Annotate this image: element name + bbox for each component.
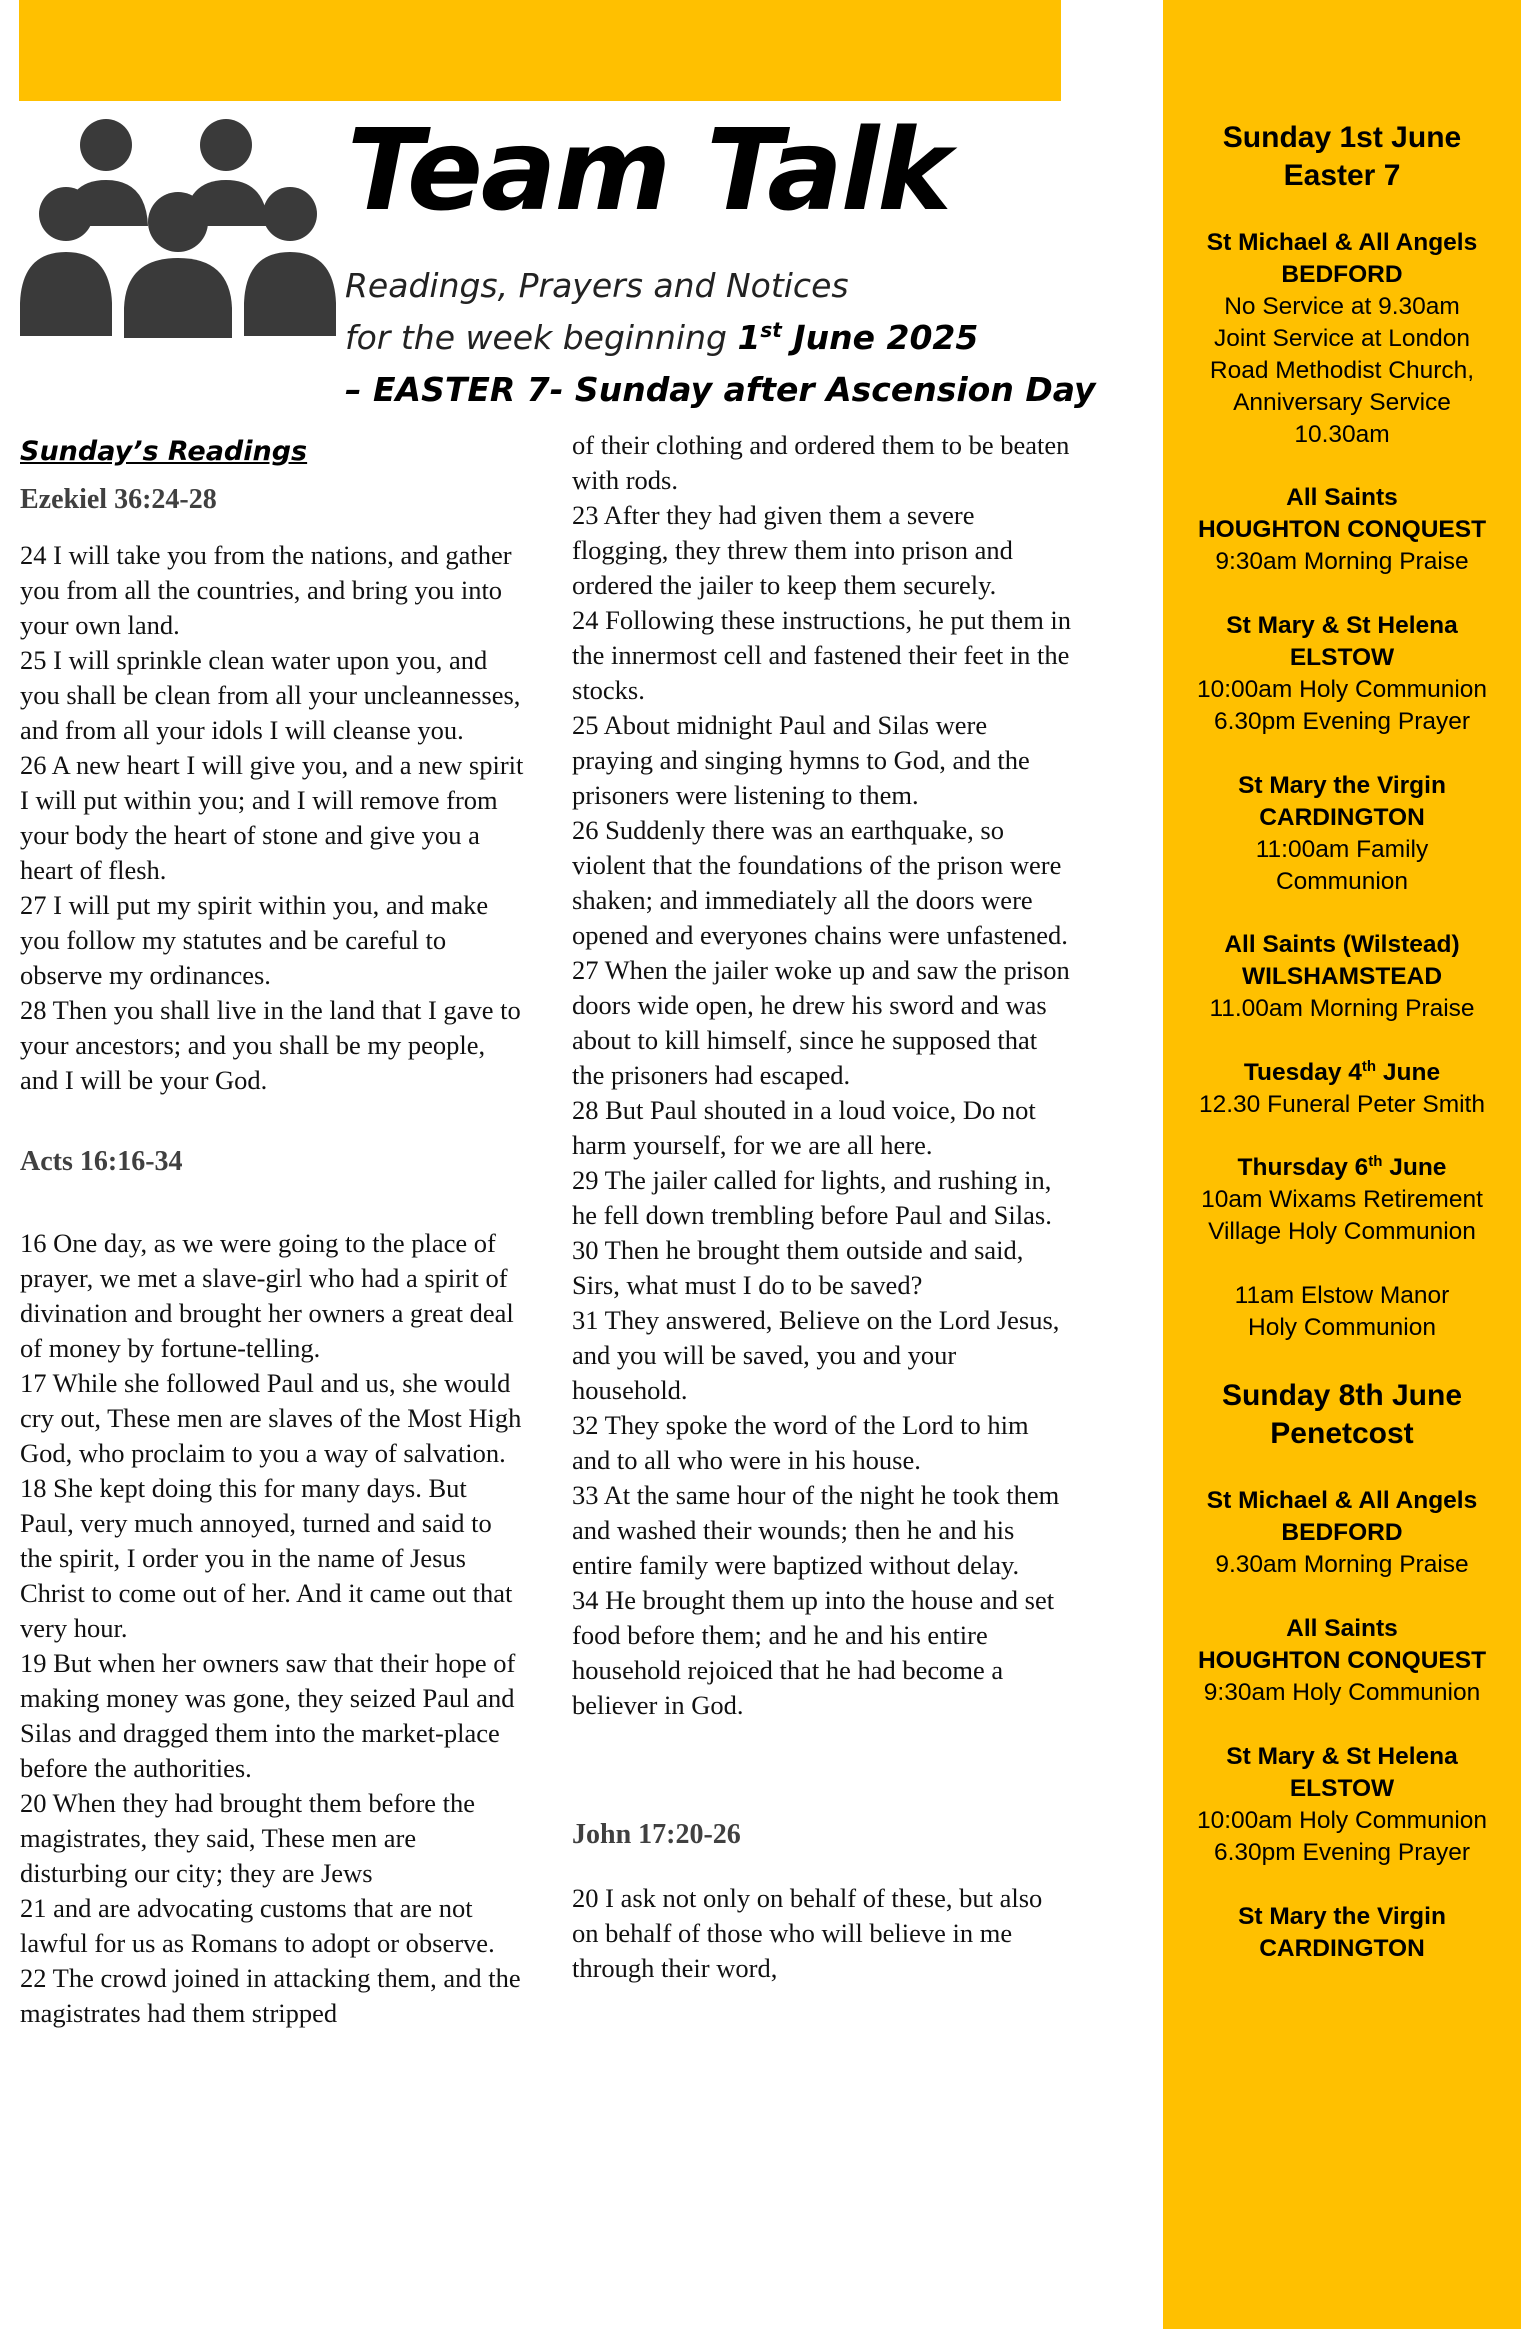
sidebar-service-elstow-2: St Mary & St Helena ELSTOW 10:00am Holy Communion 6.30pm Evening Prayer bbox=[1196, 1743, 1488, 1866]
verse: 18 She kept doing this for many days. But Paul, very much annoyed, turned and said to the spirit, I order you in the name of Jesus Christ to come out of her. And it came out that very hour. bbox=[20, 1473, 513, 1643]
ezekiel-passage bbox=[20, 538, 525, 1098]
john-passage bbox=[572, 1881, 1072, 1986]
readings-left-column bbox=[20, 432, 525, 2031]
header-accent-bar bbox=[19, 0, 1061, 101]
acts-reference: Acts 16:16-34 bbox=[20, 1146, 183, 1177]
verse: 22 The crowd joined in attacking them, and the magistrates had them stripped bbox=[20, 1963, 521, 2028]
ezekiel-reference: Ezekiel 36:24-28 bbox=[20, 484, 217, 515]
verse: 34 He brought them up into the house and set food before them; and he and his entire household rejoiced that he had become a believer in God. bbox=[572, 1585, 1055, 1720]
verse: 32 They spoke the word of the Lord to him and to all who were in his house. bbox=[572, 1410, 1029, 1475]
sidebar-service-bedford-2: St Michael & All Angels BEDFORD 9.30am Morning Praise bbox=[1206, 1487, 1478, 1578]
verse: 16 One day, as we were going to the place of prayer, we met a slave-girl who had a spirit of divination and brought her owners a great deal of money by fortune-telling. bbox=[20, 1228, 514, 1363]
sidebar-service-wilshamstead: All Saints (Wilstead) WILSHAMSTEAD 11.00am Morning Praise bbox=[1209, 931, 1475, 1022]
sidebar-tuesday-notice: Tuesday 4th June 12.30 Funeral Peter Smith bbox=[1199, 1057, 1485, 1118]
sidebar-service-cardington-2: St Mary the Virgin CARDINGTON bbox=[1238, 1903, 1446, 1962]
acts-passage-part-2 bbox=[572, 428, 1072, 1723]
verse: 33 At the same hour of the night he took them and washed their wounds; then he and his entire family were baptized without delay. bbox=[572, 1480, 1060, 1580]
verse: 31 They answered, Believe on the Lord Jesus, and you will be saved, you and your household. bbox=[572, 1305, 1060, 1405]
verse: 24 I will take you from the nations, and gather you from all the countries, and bring you into your own land. bbox=[20, 540, 512, 640]
subtitle-line-1: Readings, Prayers and Notices bbox=[345, 266, 849, 305]
verse: 29 The jailer called for lights, and rushing in, he fell down trembling before Paul and Silas. bbox=[572, 1165, 1052, 1230]
page-subtitle bbox=[345, 260, 1105, 416]
verse: 20 When they had brought them before the magistrates, they said, These men are disturbing our city; they are Jews bbox=[20, 1788, 476, 1888]
subtitle-line-2: for the week beginning 1st June 2025 bbox=[345, 318, 979, 357]
verse: 30 Then he brought them outside and said, Sirs, what must I do to be saved? bbox=[572, 1235, 1024, 1300]
page-title: Team Talk bbox=[347, 106, 950, 236]
readings-middle-column bbox=[572, 428, 1072, 1986]
verse: 17 While she followed Paul and us, she would cry out, These men are slaves of the Most High God, who proclaim to you a way of salvation. bbox=[20, 1368, 522, 1468]
verse: 25 I will sprinkle clean water upon you, and you shall be clean from all your uncleannesses, and from all your idols I will cleanse you. bbox=[20, 645, 521, 745]
verse: 25 About midnight Paul and Silas were praying and singing hymns to God, and the prisoners were listening to them. bbox=[572, 710, 1030, 810]
verse: 28 Then you shall live in the land that I gave to your ancestors; and you shall be my people, and I will be your God. bbox=[20, 995, 521, 1095]
verse: 23 After they had given them a severe flogging, they threw them into prison and ordered the jailer to keep them securely. bbox=[572, 500, 1013, 600]
verse: 27 When the jailer woke up and saw the prison doors wide open, he drew his sword and was about to kill himself, since he supposed that the prisoners had escaped. bbox=[572, 955, 1070, 1090]
verse: 28 But Paul shouted in a loud voice, Do not harm yourself, for we are all here. bbox=[572, 1095, 1036, 1160]
readings-heading: Sunday’s Readings bbox=[20, 436, 308, 467]
verse: 19 But when her owners saw that their hope of making money was gone, they seized Paul and Silas and dragged them into the market-place before the authorities. bbox=[20, 1648, 516, 1783]
sidebar-sunday-8-june: Sunday 8th June Penetcost bbox=[1221, 1379, 1463, 1450]
acts-passage-part-1 bbox=[20, 1226, 525, 2031]
sidebar-service-elstow: St Mary & St Helena ELSTOW 10:00am Holy Communion 6.30pm Evening Prayer bbox=[1196, 612, 1488, 735]
sidebar-service-houghton-2: All Saints HOUGHTON CONQUEST 9:30am Holy Communion bbox=[1197, 1615, 1487, 1706]
sidebar-service-bedford: St Michael & All Angels BEDFORD No Service at 9.30am Joint Service at London Road Methodist Church, Anniversary Service 10.30am bbox=[1206, 229, 1478, 448]
verse: 27 I will put my spirit within you, and make you follow my statutes and be careful to observe my ordinances. bbox=[20, 890, 489, 990]
sidebar-service-cardington: St Mary the Virgin CARDINGTON 11:00am Family Communion bbox=[1238, 772, 1446, 895]
verse: 26 A new heart I will give you, and a new spirit I will put within you; and I will remove from your body the heart of stone and give you a heart of flesh. bbox=[20, 750, 524, 885]
verse: 21 and are advocating customs that are not lawful for us as Romans to adopt or observe. bbox=[20, 1893, 495, 1958]
verse: 24 Following these instructions, he put them in the innermost cell and fastened their feet in the stocks. bbox=[572, 605, 1072, 705]
verse: 26 Suddenly there was an earthquake, so violent that the foundations of the prison were shaken; and immediately all the doors were opened and everyones chains were unfastened. bbox=[572, 815, 1068, 950]
verse: 20 I ask not only on behalf of these, but also on behalf of those who will believe in me through their word, bbox=[572, 1883, 1043, 1983]
verse: of their clothing and ordered them to be beaten with rods. bbox=[572, 430, 1070, 495]
team-people-icon bbox=[18, 118, 338, 338]
sidebar-thursday-notice: Thursday 6th June 10am Wixams Retirement Village Holy Communion 11am Elstow Manor Holy Communion bbox=[1201, 1152, 1483, 1341]
subtitle-line-3: – EASTER 7- Sunday after Ascension Day bbox=[345, 370, 1096, 409]
sidebar-sunday-1-june: Sunday 1st June Easter 7 bbox=[1222, 121, 1462, 192]
sidebar-service-houghton: All Saints HOUGHTON CONQUEST 9:30am Morning Praise bbox=[1197, 484, 1487, 575]
john-reference: John 17:20-26 bbox=[572, 1819, 741, 1850]
